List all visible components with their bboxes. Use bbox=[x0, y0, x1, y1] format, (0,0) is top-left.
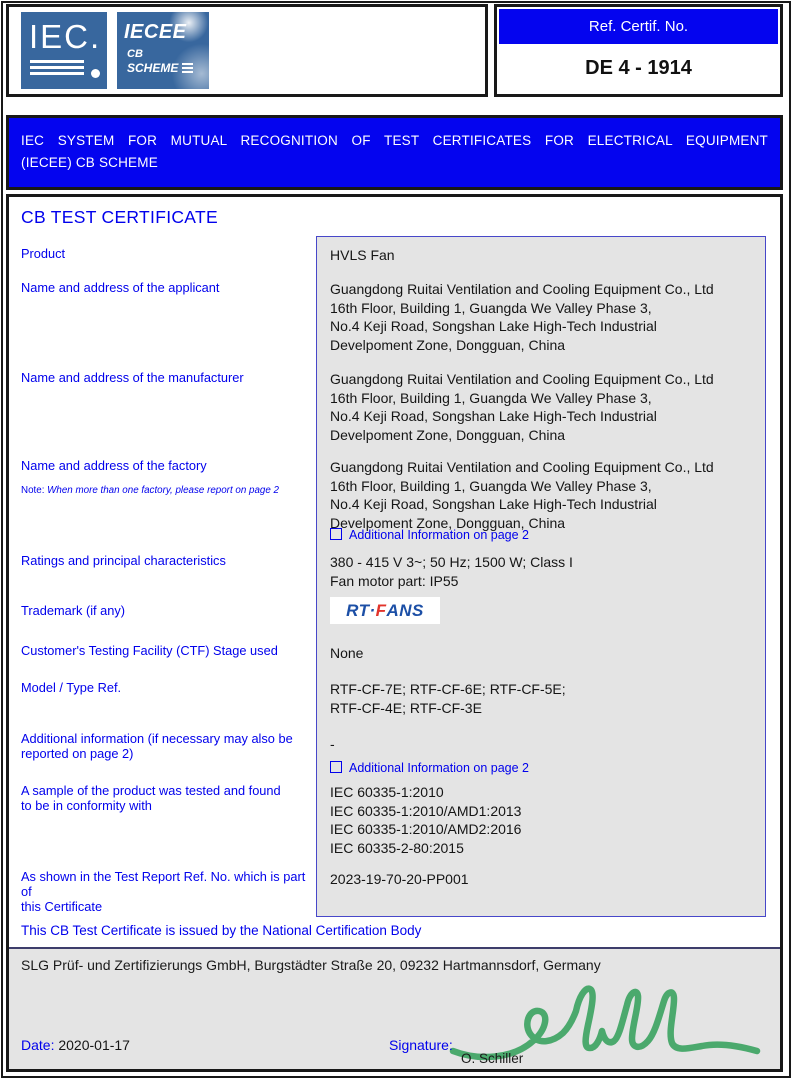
standard-line: IEC 60335-2-80:2015 bbox=[330, 839, 464, 856]
value-manufacturer bbox=[330, 370, 762, 444]
iec-logo-text: IEC. bbox=[29, 18, 102, 55]
signature-label: Signature: bbox=[389, 1037, 453, 1053]
date-label: Date: bbox=[21, 1037, 55, 1053]
label-manufacturer: Name and address of the manufacturer bbox=[21, 370, 244, 385]
banner-line-2: (IECEE) CB SCHEME bbox=[21, 155, 158, 170]
label-ctf: Customer's Testing Facility (CTF) Stage used bbox=[21, 643, 278, 658]
label-applicant: Name and address of the applicant bbox=[21, 280, 220, 295]
trademark-ans: ANS bbox=[386, 600, 424, 620]
iecee-logo-scheme: SCHEME bbox=[127, 61, 179, 75]
applicant-line: Guangdong Ruitai Ventilation and Cooling Equipment Co., Ltd bbox=[330, 281, 714, 297]
date-row bbox=[21, 1037, 130, 1053]
manufacturer-line: 16th Floor, Building 1, Guangda We Valley Phase 3, bbox=[330, 389, 652, 406]
factory-note-prefix: Note: bbox=[21, 485, 45, 496]
standard-line: IEC 60335-1:2010/AMD1:2013 bbox=[330, 802, 522, 819]
checkbox-icon bbox=[330, 761, 342, 773]
report-label-line: this Certificate bbox=[21, 899, 103, 914]
value-factory bbox=[330, 458, 762, 532]
signatory-name: O. Schiller bbox=[461, 1051, 524, 1066]
manufacturer-line: No.4 Keji Road, Songshan Lake High-Tech Industrial bbox=[330, 408, 657, 424]
label-test-report bbox=[21, 869, 311, 914]
label-product: Product bbox=[21, 246, 66, 261]
iec-logo bbox=[21, 12, 107, 89]
label-additional-info bbox=[21, 731, 311, 761]
conformity-label-line: to be in conformity with bbox=[21, 798, 152, 813]
value-applicant bbox=[330, 280, 762, 354]
value-model bbox=[330, 680, 762, 717]
additional-info-page2 bbox=[330, 761, 529, 775]
banner-line-1: IEC SYSTEM FOR MUTUAL RECOGNITION OF TEST CERTIFICATES FOR ELECTRICAL EQUIPMENT bbox=[21, 133, 768, 148]
logo-box bbox=[6, 4, 488, 97]
factory-line: Guangdong Ruitai Ventilation and Cooling Equipment Co., Ltd bbox=[330, 459, 714, 475]
iecee-logo-cb: CB bbox=[127, 48, 143, 60]
factory-line: No.4 Keji Road, Songshan Lake High-Tech Industrial bbox=[330, 496, 657, 512]
issued-by-statement: This CB Test Certificate is issued by the National Certification Body bbox=[21, 923, 422, 938]
ref-certif-number: DE 4 - 1914 bbox=[585, 57, 692, 79]
label-trademark: Trademark (if any) bbox=[21, 603, 126, 618]
additional-label-line: Additional information (if necessary may also be bbox=[21, 731, 293, 746]
standard-line: IEC 60335-1:2010 bbox=[330, 784, 444, 800]
value-additional-info: - bbox=[330, 736, 335, 752]
ref-certif-box bbox=[494, 4, 783, 97]
page-title: CB TEST CERTIFICATE bbox=[21, 207, 218, 227]
factory-note bbox=[21, 485, 321, 496]
iecee-logo-lines bbox=[182, 61, 193, 75]
label-model: Model / Type Ref. bbox=[21, 680, 122, 695]
standard-line: IEC 60335-1:2010/AMD2:2016 bbox=[330, 821, 522, 837]
iec-logo-lines bbox=[30, 60, 100, 78]
model-line: RTF-CF-7E; RTF-CF-6E; RTF-CF-5E; bbox=[330, 681, 566, 697]
applicant-line: 16th Floor, Building 1, Guangda We Valley Phase 3, bbox=[330, 299, 652, 316]
value-test-report: 2023-19-70-20-PP001 bbox=[330, 871, 469, 887]
model-line: RTF-CF-4E; RTF-CF-3E bbox=[330, 699, 482, 716]
iecee-cb-scheme-logo bbox=[117, 12, 209, 89]
ncb-section bbox=[9, 947, 780, 1069]
additional-label-line: reported on page 2) bbox=[21, 746, 134, 761]
ratings-line: Fan motor part: IP55 bbox=[330, 572, 459, 589]
label-ratings: Ratings and principal characteristics bbox=[21, 553, 226, 568]
ncb-name: SLG Prüf- und Zertifizierungs GmbH, Burgstädter Straße 20, 09232 Hartmannsdorf, Germany bbox=[21, 957, 601, 973]
label-conformity bbox=[21, 783, 311, 813]
value-ctf: None bbox=[330, 645, 364, 661]
factory-additional-info bbox=[330, 528, 529, 542]
conformity-label-line: A sample of the product was tested and found bbox=[21, 783, 281, 798]
trademark-rt: RT· bbox=[346, 600, 376, 620]
report-label-line: As shown in the Test Report Ref. No. which is part of bbox=[21, 869, 306, 899]
ref-certif-label: Ref. Certif. No. bbox=[499, 9, 778, 44]
trademark-logo bbox=[330, 597, 440, 624]
applicant-line: No.4 Keji Road, Songshan Lake High-Tech Industrial bbox=[330, 318, 657, 334]
additional-info-label: Additional Information on page 2 bbox=[349, 761, 529, 775]
applicant-line: Develpoment Zone, Dongguan, China bbox=[330, 336, 566, 353]
factory-line: Develpoment Zone, Dongguan, China bbox=[330, 514, 566, 531]
iec-logo-dot bbox=[91, 69, 100, 78]
scheme-banner bbox=[6, 115, 783, 190]
factory-note-text: When more than one factory, please report on page 2 bbox=[47, 485, 279, 496]
date-value: 2020-01-17 bbox=[58, 1037, 130, 1053]
factory-line: 16th Floor, Building 1, Guangda We Valley Phase 3, bbox=[330, 477, 652, 494]
ratings-line: 380 - 415 V 3~; 50 Hz; 1500 W; Class I bbox=[330, 554, 573, 570]
label-factory: Name and address of the factory bbox=[21, 458, 207, 473]
value-product: HVLS Fan bbox=[330, 247, 395, 263]
value-conformity bbox=[330, 783, 762, 857]
manufacturer-line: Guangdong Ruitai Ventilation and Cooling Equipment Co., Ltd bbox=[330, 371, 714, 387]
certificate-body bbox=[6, 194, 783, 1072]
iecee-logo-title: IECEE bbox=[124, 21, 187, 43]
trademark-f: F bbox=[375, 600, 387, 620]
value-ratings bbox=[330, 553, 762, 590]
checkbox-icon bbox=[330, 528, 342, 540]
additional-info-label: Additional Information on page 2 bbox=[349, 528, 529, 542]
manufacturer-line: Develpoment Zone, Dongguan, China bbox=[330, 426, 566, 443]
